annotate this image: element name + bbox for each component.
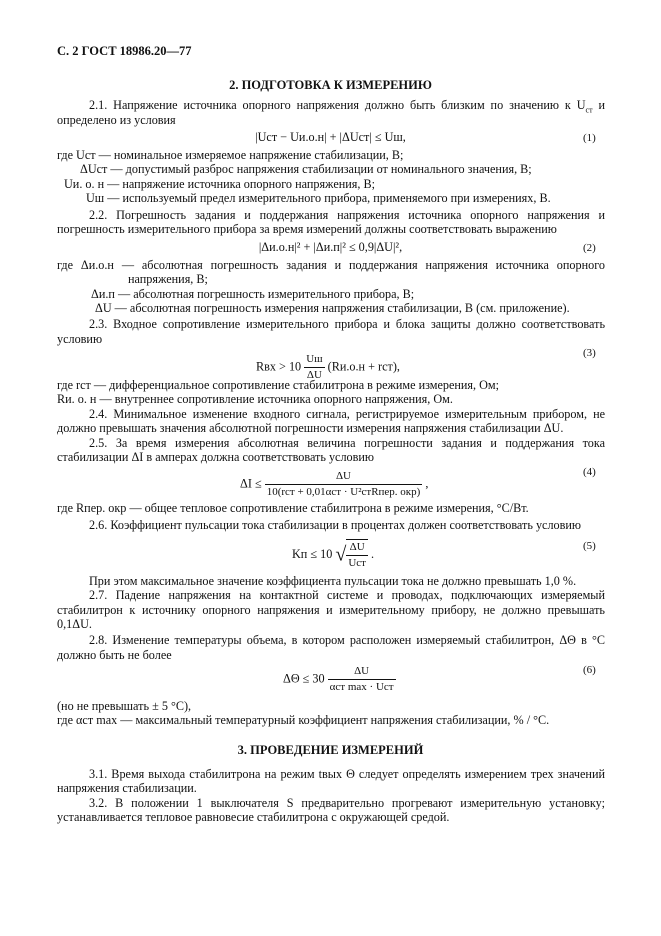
para-2-7-line-3: 0,1ΔU. xyxy=(57,617,92,631)
para-2-1-line-2: определено из условия xyxy=(57,113,176,127)
para-2-6-line-1: 2.6. Коэффициент пульсации тока стабилизации в процентах должен соответствовать условию xyxy=(89,518,582,532)
page-header: С. 2 ГОСТ 18986.20—77 xyxy=(57,44,192,58)
definition-r-per-okr: где Rпер. окр — общее тепловое сопротивление стабилитрона в режиме измерения, °С/Вт. xyxy=(57,501,529,515)
para-2-2-line-1: 2.2. Погрешность задания и поддержания напряжения источника опорного напряжения и xyxy=(89,208,605,222)
definition-delta-ip: Δи.п — абсолютная погрешность измерительного прибора, В; xyxy=(91,287,415,301)
equation-6: ΔΘ ≤ 30 $\frac{\Delta U}{\text{αст max · Uст}}$ xyxy=(283,665,394,693)
equation-4-number: (4) xyxy=(583,466,596,478)
para-2-6-line-2: При этом максимальное значение коэффициента пульсации тока не должно превышать 1,0 %. xyxy=(89,574,577,588)
equation-3: Rвх > 10 $\frac{Uш}{\Delta U}$ (Rи.о.н + rст), xyxy=(256,353,400,381)
para-2-8-line-3: (но не превышать ± 5 °С), xyxy=(57,699,192,713)
para-2-4-line-2: должно превышать значения абсолютной погрешности измерения напряжения стабилизации ΔU. xyxy=(57,421,564,435)
definition-delta-u-st: ΔUст — допустимый разброс напряжения стабилизации от номинального значения, В; xyxy=(80,162,532,176)
equation-3-number: (3) xyxy=(583,347,596,359)
definition-alpha-st-max: где αст max — максимальный температурный коэффициент напряжения стабилизации, % / °С. xyxy=(57,713,550,727)
equation-4: ΔI ≤ $\frac{\Delta U}{\text{10(rст + 0,01αст · U²стRпер. окр)}}$ , xyxy=(240,470,429,498)
definition-r-ion: Rи. о. н — внутреннее сопротивление источника опорного напряжения, Ом. xyxy=(57,392,453,406)
para-2-1-line-1: 2.1. Напряжение источника опорного напряжения должно быть близким по значению к $U_{ст}$ и xyxy=(89,98,605,115)
para-2-7-line-2: стабилитрон к источнику опорного напряжения и измерительному прибору, не должно превышать xyxy=(57,603,605,617)
equation-5-number: (5) xyxy=(583,540,596,552)
para-2-7-line-1: 2.7. Падение напряжения на контактной системе и проводах, подключающих измеряемый xyxy=(89,588,605,602)
definition-u-st: где Uст — номинальное измеряемое напряжение стабилизации, В; xyxy=(57,148,404,162)
para-2-4-line-1: 2.4. Минимальное изменение входного сигнала, регистрируемое измерительным прибором, не xyxy=(89,407,605,421)
definition-u-ion: Uи. о. н — напряжение источника опорного напряжения, В; xyxy=(64,177,375,191)
equation-5: Kп ≤ 10 √ $\frac{\Delta U}{\text{Uст}}$ . xyxy=(292,541,375,569)
definition-u-sh: Uш — используемый предел измерительного прибора, применяемого при измерениях, В. xyxy=(86,191,551,205)
equation-6-number: (6) xyxy=(583,664,596,676)
equation-1-number: (1) xyxy=(583,132,596,144)
equation-2-number: (2) xyxy=(583,242,596,254)
definition-delta-u: ΔU — абсолютная погрешность измерения напряжения стабилизации, В (см. приложение). xyxy=(95,301,570,315)
para-2-5-line-1: 2.5. За время измерения абсолютная величина погрешности задания и поддержания тока xyxy=(89,436,605,450)
definition-delta-ion-1: где Δи.о.н — абсолютная погрешность задания и поддержания напряжения источника опорного xyxy=(57,258,605,272)
para-3-1-line-1: 3.1. Время выхода стабилитрона на режим tвых Θ следует определять измерением трех значений xyxy=(89,767,605,781)
para-3-2-line-2: устанавливается тепловое равновесие стабилитрона с окружающей средой. xyxy=(57,810,450,824)
para-2-5-line-2: стабилизации ΔI в амперах должна соответствовать условию xyxy=(57,450,375,464)
para-3-1-line-2: напряжения стабилизации. xyxy=(57,781,197,795)
para-2-3-line-2: условию xyxy=(57,332,103,346)
section-3-title: 3. ПРОВЕДЕНИЕ ИЗМЕРЕНИЙ xyxy=(237,743,424,757)
para-2-8-line-2: должно быть не более xyxy=(57,648,172,662)
para-3-2-line-1: 3.2. В положении 1 выключателя S предварительно прогревают измерительную установку; xyxy=(89,796,605,810)
section-2-title: 2. ПОДГОТОВКА К ИЗМЕРЕНИЮ xyxy=(229,78,432,92)
para-2-8-line-1: 2.8. Изменение температуры объема, в котором расположен измеряемый стабилитрон, ΔΘ в °С xyxy=(89,633,605,647)
definition-delta-ion-2: напряжения, В; xyxy=(128,272,208,286)
definition-r-st: где rст — дифференциальное сопротивление стабилитрона в режиме измерения, Ом; xyxy=(57,378,500,392)
square-root-sign: √ xyxy=(335,543,347,566)
para-2-2-line-2: погрешность измерительного прибора за время измерений должны соответствовать выражению xyxy=(57,222,557,236)
equation-1: |Uст − Uи.о.н| + |ΔUст| ≤ Uш, xyxy=(255,130,406,144)
para-2-3-line-1: 2.3. Входное сопротивление измерительного прибора и блока защиты должно соответствовать xyxy=(89,317,605,331)
equation-2: |Δи.о.н|² + |Δи.п|² ≤ 0,9|ΔU|², xyxy=(258,240,403,254)
